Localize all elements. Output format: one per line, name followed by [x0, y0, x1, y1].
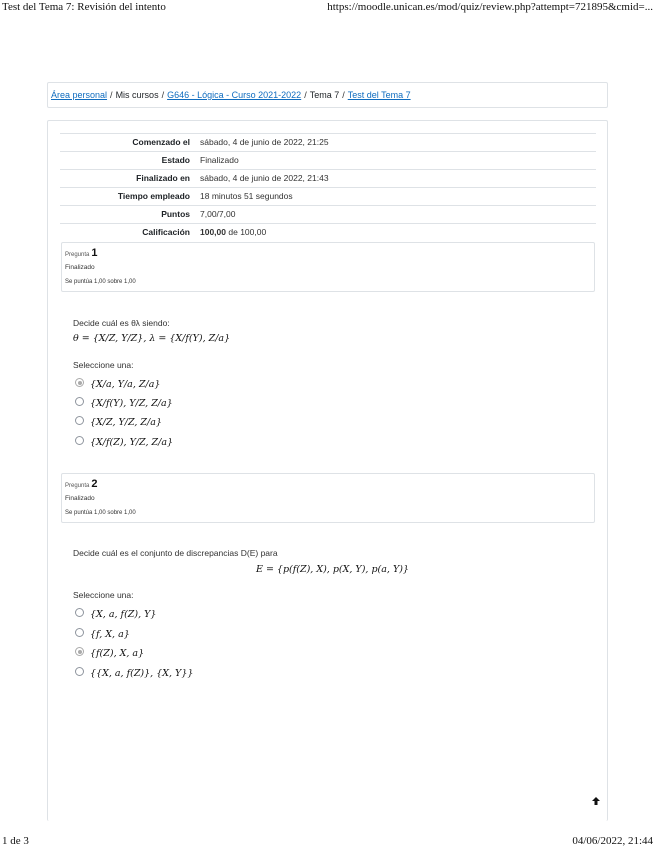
question-2-option[interactable]: [75, 663, 193, 677]
question-2-option[interactable]: [75, 604, 156, 618]
attempt-summary-table: [60, 133, 596, 241]
question-state: Finalizado: [65, 495, 95, 502]
radio-selected[interactable]: [75, 378, 84, 387]
print-datetime: 04/06/2022, 21:44: [572, 835, 653, 847]
option-label: {X, a, f(Z), Y}: [90, 609, 157, 620]
breadcrumb: [47, 82, 608, 108]
radio-unselected[interactable]: [75, 397, 84, 406]
question-label: Pregunta: [65, 483, 90, 489]
question-1-option[interactable]: [75, 432, 173, 446]
summary-label: Calificación: [142, 227, 190, 237]
radio-unselected[interactable]: [75, 416, 84, 425]
question-label: Pregunta: [65, 252, 90, 258]
print-page-url: https://moodle.unican.es/mod/quiz/review.php?attempt=721895&cmid=...: [327, 1, 653, 13]
arrow-up-icon-svg: [591, 796, 601, 806]
question-grade: Se puntúa 1,00 sobre 1,00: [65, 279, 136, 285]
option-label: {f, X, a}: [90, 629, 130, 640]
option-label: {{X, a, f(Z)}, {X, Y}}: [90, 668, 194, 679]
question-1-option[interactable]: [75, 412, 162, 426]
question-state: Finalizado: [65, 264, 95, 271]
question-1-option[interactable]: [75, 393, 173, 407]
question-1-text: Decide cuál es θλ siendo:: [73, 318, 170, 328]
summary-row: [60, 188, 596, 206]
radio-unselected[interactable]: [75, 436, 84, 445]
radio-unselected[interactable]: [75, 667, 84, 676]
breadcrumb-separator: /: [304, 90, 307, 100]
summary-value: [194, 224, 596, 242]
option-label: {X/Z, Y/Z, Z/a}: [90, 417, 162, 428]
breadcrumb-separator: /: [110, 90, 113, 100]
arrow-up-icon[interactable]: [588, 794, 604, 810]
summary-row: [60, 170, 596, 188]
option-label: {f(Z), X, a}: [90, 648, 145, 659]
breadcrumb-mis-cursos: Mis cursos: [115, 90, 159, 100]
question-2-text: Decide cuál es el conjunto de discrepancias D(E) para: [73, 548, 278, 558]
question-2-formula: E = {p(f(Z), X), p(X, Y), p(a, Y)}: [256, 564, 409, 575]
grade-suffix: de 100,00: [228, 227, 267, 237]
breadcrumb-separator: /: [161, 90, 165, 100]
summary-row: [60, 152, 596, 170]
question-grade: Se puntúa 1,00 sobre 1,00: [65, 510, 136, 516]
question-1-formula: θ = {X/Z, Y/Z}, λ = {X/f(Y), Z/a}: [73, 333, 231, 344]
summary-value: 7,00/7,00: [200, 209, 236, 219]
print-page-title: Test del Tema 7: Revisión del intento: [2, 1, 166, 13]
question-2-option[interactable]: [75, 624, 130, 638]
summary-row: [60, 134, 596, 152]
option-label: {X/f(Y), Y/Z, Z/a}: [90, 398, 173, 409]
print-header: [0, 0, 655, 14]
option-label: {X/a, Y/a, Z/a}: [90, 379, 161, 390]
summary-value: sábado, 4 de junio de 2022, 21:43: [200, 173, 329, 183]
grade-value: 100,00: [200, 227, 226, 237]
summary-row: [60, 206, 596, 224]
question-1-info: [61, 242, 595, 292]
summary-label: Finalizado en: [136, 173, 190, 183]
summary-label: Estado: [161, 155, 190, 165]
summary-label: Comenzado el: [132, 137, 190, 147]
print-page-count: 1 de 3: [2, 835, 29, 847]
radio-unselected[interactable]: [75, 628, 84, 637]
breadcrumb-separator: /: [342, 90, 345, 100]
print-footer: [0, 835, 655, 848]
summary-label: Puntos: [161, 209, 190, 219]
breadcrumb-course[interactable]: G646 - Lógica - Curso 2021-2022: [167, 90, 302, 100]
breadcrumb-test[interactable]: Test del Tema 7: [347, 90, 411, 100]
summary-value: 18 minutos 51 segundos: [200, 191, 293, 201]
question-2-prompt: Seleccione una:: [73, 590, 134, 600]
breadcrumb-area-personal[interactable]: Área personal: [51, 90, 108, 100]
question-1-prompt: Seleccione una:: [73, 360, 134, 370]
question-1-option[interactable]: [75, 374, 160, 388]
option-label: {X/f(Z), Y/Z, Z/a}: [90, 437, 174, 448]
question-number-value: 1: [91, 247, 98, 259]
quiz-review-panel: [47, 120, 608, 821]
question-number-value: 2: [91, 478, 98, 490]
summary-value: Finalizado: [200, 155, 239, 165]
radio-selected[interactable]: [75, 647, 84, 656]
radio-unselected[interactable]: [75, 608, 84, 617]
summary-label: Tiempo empleado: [117, 191, 190, 201]
summary-value: sábado, 4 de junio de 2022, 21:25: [200, 137, 329, 147]
question-2-info: [61, 473, 595, 523]
breadcrumb-tema: Tema 7: [309, 90, 340, 100]
question-number: [65, 478, 97, 490]
summary-row: [60, 224, 596, 242]
question-number: [65, 247, 97, 259]
question-2-option[interactable]: [75, 643, 144, 657]
